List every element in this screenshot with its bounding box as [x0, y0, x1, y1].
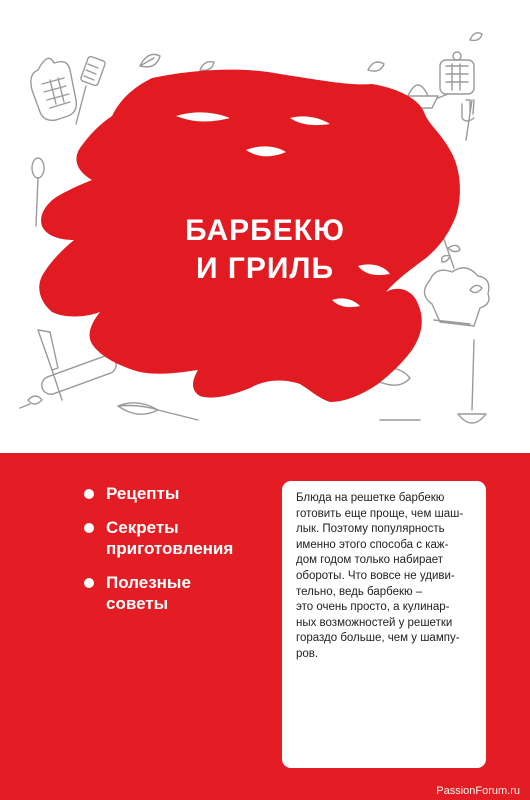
description-line: гораздо больше, чем у шампу- [296, 632, 460, 645]
cover-title [150, 212, 380, 288]
list-item [84, 572, 274, 614]
description-card [282, 481, 486, 768]
description-line: ных возможностей у решетки [296, 616, 453, 629]
description-line: обороты. Что вовсе не удиви- [296, 569, 455, 582]
description-line: дом годом только набирает [296, 554, 444, 567]
description-line: ров. [296, 647, 319, 660]
description-line: готовить еще проще, чем шаш- [296, 507, 464, 520]
description-line: именно этого способа с каж- [296, 538, 449, 551]
bullet-dot-icon [84, 489, 94, 499]
feature-label: Полезные советы [106, 573, 191, 613]
description-line: лык. Поэтому популярность [296, 523, 445, 536]
bullet-dot-icon [84, 578, 94, 588]
description-line: Блюда на решетке барбекю [296, 492, 445, 504]
feature-list [84, 483, 274, 627]
title-line-2: И ГРИЛЬ [195, 252, 335, 285]
feature-label: Секреты приготовления [106, 518, 234, 558]
list-item [84, 517, 274, 559]
description-line: тельно, ведь барбекю – [296, 585, 423, 598]
bullet-dot-icon [84, 523, 94, 533]
watermark-text: PassionForum.ru [436, 785, 520, 797]
info-panel [0, 453, 530, 800]
title-line-1: БАРБЕКЮ [185, 214, 345, 247]
list-item [84, 483, 274, 504]
description-line: это очень просто, а кулинар- [296, 601, 450, 614]
feature-label: Рецепты [106, 484, 180, 503]
